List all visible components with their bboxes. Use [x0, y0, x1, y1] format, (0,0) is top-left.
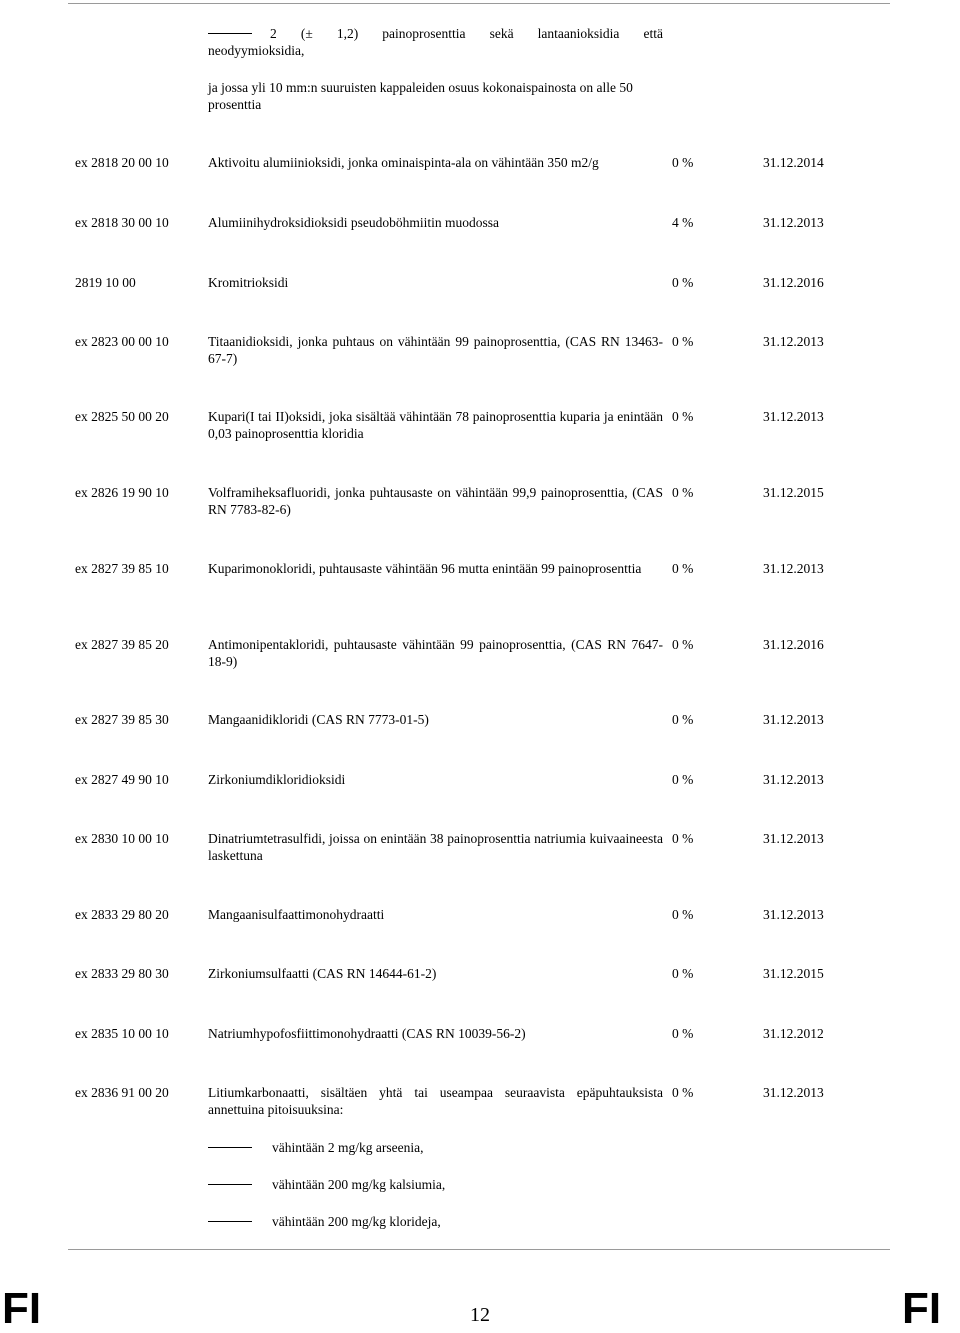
row-description: Alumiinihydroksidioksidi pseudoböhmiitin muodossa: [208, 215, 500, 230]
row-code: ex 2833 29 80 20: [75, 907, 169, 922]
row-date: 31.12.2013: [763, 772, 824, 787]
row-rate: 0 %: [672, 1085, 694, 1100]
row-code: ex 2827 49 90 10: [75, 772, 169, 787]
row-date: 31.12.2013: [763, 831, 824, 846]
row-description: Zirkoniumsulfaatti (CAS RN 14644-61-2): [208, 966, 437, 981]
row-code: ex 2830 10 00 10: [75, 831, 169, 846]
row-code: ex 2826 19 90 10: [75, 485, 169, 500]
page-number: 12: [470, 1304, 490, 1326]
row-rate: 0 %: [672, 831, 694, 846]
row-description: Litiumkarbonaatti, sisältäen yhtä tai useampaa seuraavista epäpuhtauksista annettuina pitoisuuksina:: [208, 1085, 663, 1117]
row-code: ex 2818 20 00 10: [75, 155, 169, 170]
row-date: 31.12.2013: [763, 1085, 824, 1100]
sub-item-dash: [208, 1147, 252, 1148]
row-description: Natriumhypofosfiittimonohydraatti (CAS RN 10039-56-2): [208, 1026, 526, 1041]
row-description: Mangaanisulfaattimonohydraatti: [208, 907, 385, 922]
top-rule: [68, 3, 890, 4]
row-date: 31.12.2013: [763, 907, 824, 922]
sub-item: vähintään 2 mg/kg arseenia,: [272, 1140, 424, 1155]
row-date: 31.12.2014: [763, 155, 824, 170]
sub-item-dash: [208, 1221, 252, 1222]
row-code: ex 2823 00 00 10: [75, 334, 169, 349]
bottom-rule: [68, 1249, 890, 1250]
row-date: 31.12.2013: [763, 561, 824, 576]
row-code: ex 2827 39 85 10: [75, 561, 169, 576]
row-rate: 0 %: [672, 772, 694, 787]
row-date: 31.12.2013: [763, 215, 824, 230]
row-rate: 0 %: [672, 561, 694, 576]
row-date: 31.12.2012: [763, 1026, 824, 1041]
row-date: 31.12.2013: [763, 334, 824, 349]
row-code: ex 2835 10 00 10: [75, 1026, 169, 1041]
row-description: Titaanidioksidi, jonka puhtaus on vähintään 99 painoprosenttia, (CAS RN 13463-67-7): [208, 334, 663, 366]
row-description: Dinatriumtetrasulfidi, joissa on enintään 38 painoprosenttia natriumia kuivaaineesta laskettuna: [208, 831, 663, 863]
continuation-item-b: ja jossa yli 10 mm:n suuruisten kappaleiden osuus kokonaispainosta on alle 50 prosenttia: [208, 80, 633, 112]
row-date: 31.12.2015: [763, 966, 824, 981]
sub-item-dash: [208, 1184, 252, 1185]
row-rate: 0 %: [672, 334, 694, 349]
row-description: Volframiheksafluoridi, jonka puhtausaste on vähintään 99,9 painoprosenttia, (CAS RN 7783-82-6): [208, 485, 663, 517]
row-rate: 0 %: [672, 155, 694, 170]
row-rate: 0 %: [672, 907, 694, 922]
row-rate: 0 %: [672, 712, 694, 727]
item-a-number: 2: [270, 26, 277, 41]
row-description: Kromitrioksidi: [208, 275, 289, 290]
row-description: Mangaanidikloridi (CAS RN 7773-01-5): [208, 712, 429, 727]
row-description: Antimonipentakloridi, puhtausaste vähintään 99 painoprosenttia, (CAS RN 7647-18-9): [208, 637, 663, 669]
row-code: ex 2833 29 80 30: [75, 966, 169, 981]
row-date: 31.12.2013: [763, 409, 824, 424]
row-date: 31.12.2013: [763, 712, 824, 727]
row-code: 2819 10 00: [75, 275, 136, 290]
sub-item: vähintään 200 mg/kg klorideja,: [272, 1214, 441, 1229]
sub-item: vähintään 200 mg/kg kalsiumia,: [272, 1177, 446, 1192]
row-code: ex 2827 39 85 30: [75, 712, 169, 727]
row-date: 31.12.2016: [763, 275, 824, 290]
row-code: ex 2825 50 00 20: [75, 409, 169, 424]
row-description: Zirkoniumdikloridioksidi: [208, 772, 346, 787]
row-description: Kupari(I tai II)oksidi, joka sisältää vähintään 78 painoprosenttia kuparia ja enintään 0,03 painoprosenttia kloridia: [208, 409, 663, 441]
row-rate: 0 %: [672, 275, 694, 290]
row-code: ex 2827 39 85 20: [75, 637, 169, 652]
row-rate: 0 %: [672, 485, 694, 500]
row-description: Kuparimonokloridi, puhtausaste vähintään 96 mutta enintään 99 painoprosenttia: [208, 561, 642, 576]
row-rate: 4 %: [672, 215, 694, 230]
row-description: Aktivoitu alumiinioksidi, jonka ominaispinta-ala on vähintään 350 m2/g: [208, 155, 599, 170]
row-rate: 0 %: [672, 409, 694, 424]
row-rate: 0 %: [672, 966, 694, 981]
row-date: 31.12.2016: [763, 637, 824, 652]
row-code: ex 2836 91 00 20: [75, 1085, 169, 1100]
language-code-right: FI: [902, 1284, 942, 1333]
row-code: ex 2818 30 00 10: [75, 215, 169, 230]
language-code-left: FI: [2, 1284, 42, 1333]
row-date: 31.12.2015: [763, 485, 824, 500]
row-rate: 0 %: [672, 637, 694, 652]
row-rate: 0 %: [672, 1026, 694, 1041]
continuation-item-a: 2 (± 1,2) painoprosenttia sekä lantaanioksidia että neodyymioksidia,: [208, 26, 663, 58]
